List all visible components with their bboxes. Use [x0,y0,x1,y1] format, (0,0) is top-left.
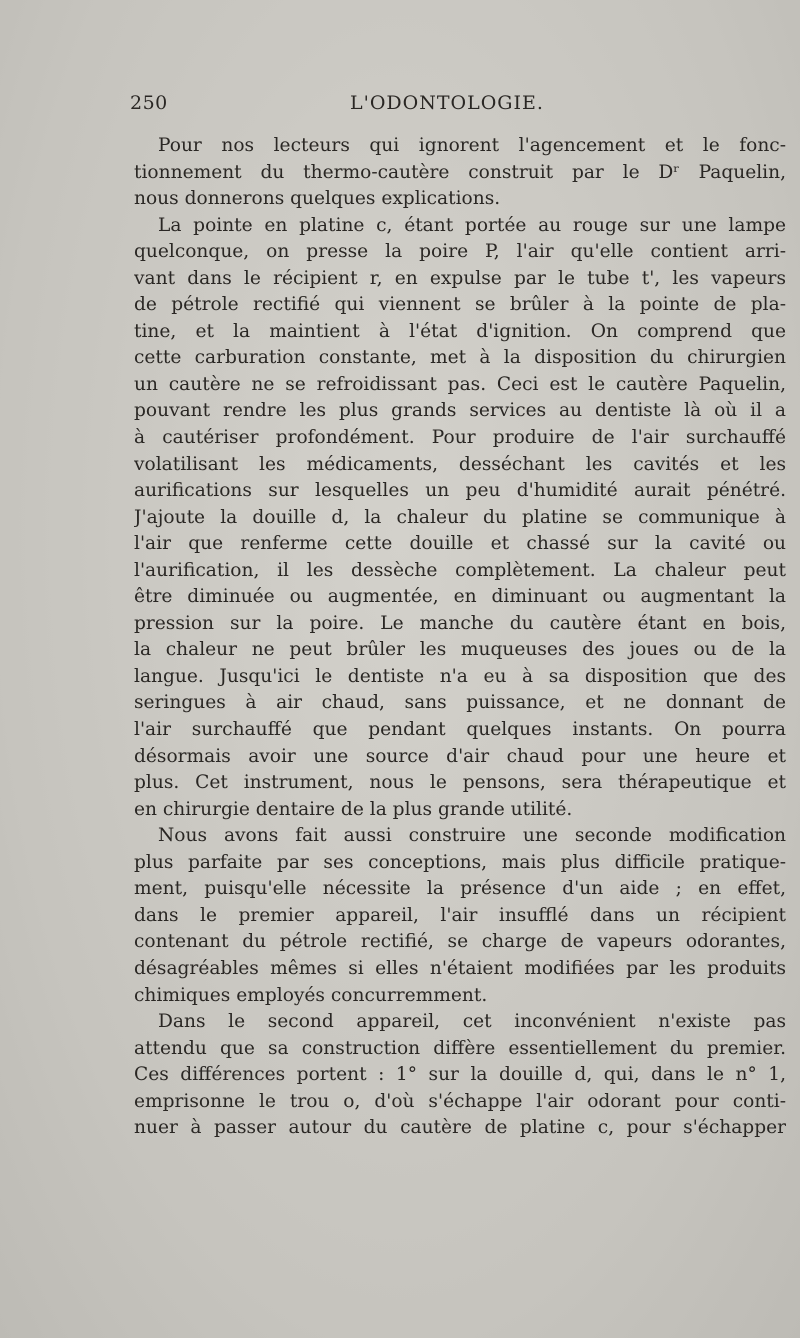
text-line: pouvant rendre les plus grands services au dentiste là où il a [134,400,786,422]
text-line: plus. Cet instrument, nous le pensons, sera thérapeutique et [134,772,786,794]
text-line: Dans le second appareil, cet inconvénient n'existe pas [158,1011,786,1033]
text-line: quelconque, on presse la poire P, l'air qu'elle contient arri- [134,241,786,263]
text-line: tine, et la maintient à l'état d'ignition. On comprend que [134,320,786,342]
text-line: être diminuée ou augmentée, en diminuant ou augmentant la [134,586,786,608]
text-line: plus parfaite par ses conceptions, mais plus difficile pratique- [134,851,786,873]
text-line: dans le premier appareil, l'air insufflé dans un récipient [134,904,786,926]
text-line: à cautériser profondément. Pour produire de l'air surchauffé [134,427,786,449]
text-line: vant dans le récipient r, en expulse par le tube t', les vapeurs [134,267,786,289]
body-text [134,133,786,1142]
text-line: Nous avons fait aussi construire une seconde modification [158,825,786,847]
text-line: la chaleur ne peut brûler les muqueuses des joues ou de la [134,639,786,661]
text-line: seringues à air chaud, sans puissance, et ne donnant de [134,692,786,714]
text-line: Ces différences portent : 1° sur la douille d, qui, dans le n° 1, [134,1064,786,1086]
text-line: aurifications sur lesquelles un peu d'humidité aurait pénétré. [134,480,786,502]
text-line: tionnement du thermo-cautère construit par le Dʳ Paquelin, [134,161,786,183]
text-line: Pour nos lecteurs qui ignorent l'agencement et le fonc- [158,135,786,156]
running-title: L'ODONTOLOGIE. [350,92,544,114]
page-number: 250 [130,92,168,114]
text-line: pression sur la poire. Le manche du cautère étant en bois, [134,612,786,634]
text-line: langue. Jusqu'ici le dentiste n'a eu à sa disposition que des [134,665,786,687]
text-line: La pointe en platine c, étant portée au rouge sur une lampe [158,214,786,236]
text-line: de pétrole rectifié qui viennent se brûler à la pointe de pla- [134,294,786,316]
text-line: nous donnerons quelques explications. [134,188,501,210]
text-line: cette carburation constante, met à la disposition du chirurgien [134,347,786,369]
text-line: emprisonne le trou o, d'où s'échappe l'air odorant pour conti- [134,1090,786,1112]
text-line: J'ajoute la douille d, la chaleur du platine se communique à [134,506,786,528]
page-header [130,92,650,122]
text-line: chimiques employés concurremment. [134,984,488,1006]
text-line: ment, puisqu'elle nécessite la présence d'un aide ; en effet, [134,878,786,900]
text-line: un cautère ne se refroidissant pas. Ceci est le cautère Paquelin, [134,373,786,395]
text-line: l'air surchauffé que pendant quelques instants. On pourra [134,719,786,741]
text-line: en chirurgie dentaire de la plus grande utilité. [134,798,573,820]
text-line: attendu que sa construction diffère essentiellement du premier. [134,1037,786,1059]
text-line: désormais avoir une source d'air chaud pour une heure et [134,745,786,767]
text-line: désagréables mêmes si elles n'étaient modifiées par les produits [134,957,786,979]
text-line: l'aurification, il les dessèche complètement. La chaleur peut [134,559,786,581]
text-line: volatilisant les médicaments, desséchant les cavités et les [134,453,786,475]
text-line: contenant du pétrole rectifié, se charge de vapeurs odorantes, [134,931,786,953]
text-line: l'air que renferme cette douille et chassé sur la cavité ou [134,533,786,555]
text-line: nuer à passer autour du cautère de platine c, pour s'échapper [134,1117,786,1139]
